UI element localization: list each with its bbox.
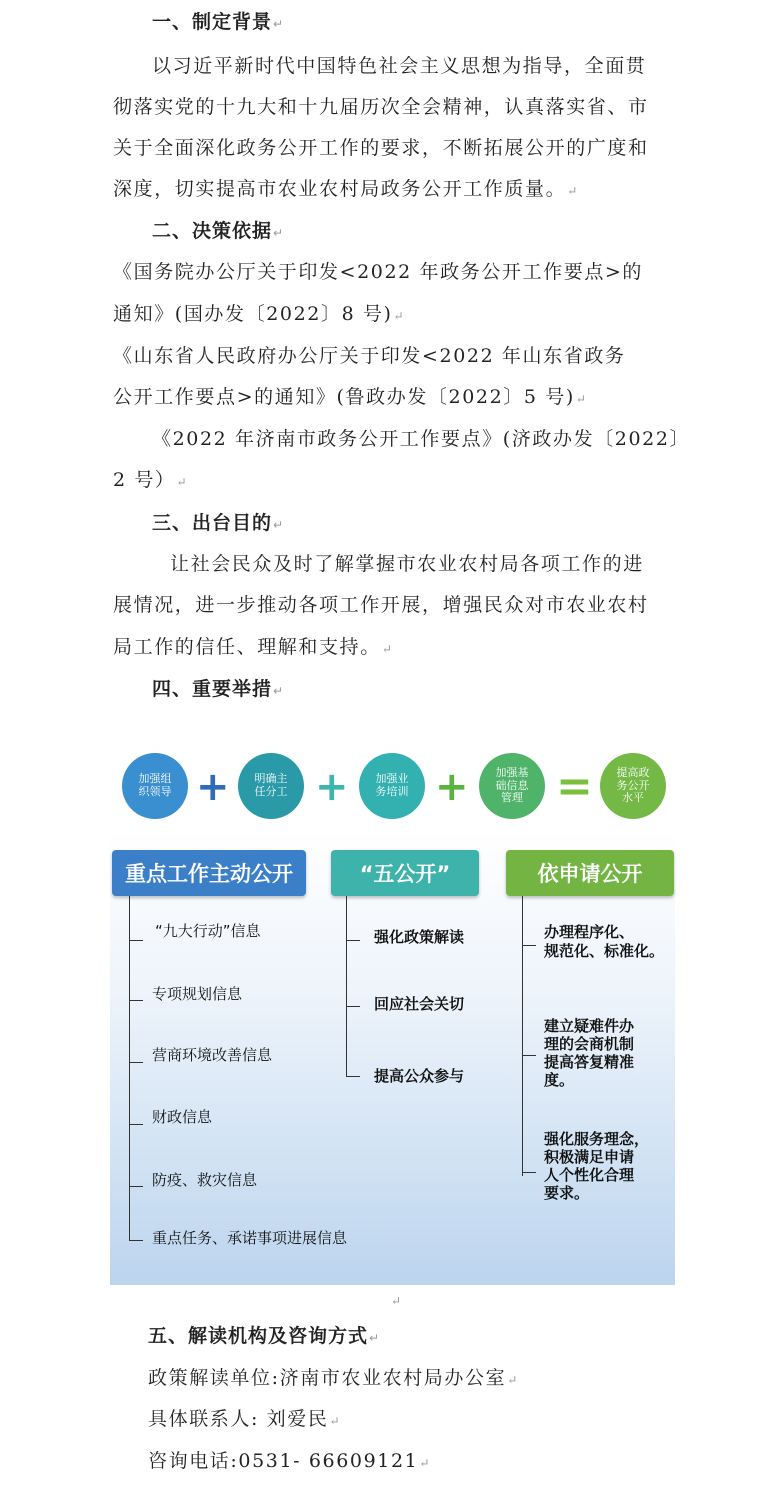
disclosure-diagram (110, 830, 675, 1285)
plus-icon: + (435, 764, 469, 810)
column-3-tree-line (522, 896, 523, 1176)
s2-line-3: 《山东省人民政府办公厅关于印发<2022 年山东省政务 (113, 345, 626, 367)
s3-line-3: 局工作的信任、理解和支持。↵ (113, 636, 392, 658)
contact-phone: 咨询电话:0531- 66609121↵ (148, 1450, 430, 1472)
column-2-item: 回应社会关切 (374, 995, 465, 1013)
s2-line-1: 《国务院办公厅关于印发<2022 年政务公开工作要点>的 (113, 261, 644, 283)
column-1-item: 专项规划信息 (152, 985, 243, 1003)
s2-line-4: 公开工作要点>的通知》(鲁政办发〔2022〕5 号)↵ (113, 386, 586, 408)
s1-line-4: 深度，切实提高市农业农村局政务公开工作质量。↵ (113, 178, 578, 200)
plus-icon: + (315, 764, 349, 810)
plus-icon: + (196, 764, 230, 810)
column-1-item: 防疫、救灾信息 (152, 1171, 258, 1189)
section-heading-4: 四、重要举措↵ (152, 678, 284, 700)
column-header-3: 依申请公开 (506, 850, 674, 896)
column-2-item: 强化政策解读 (374, 928, 465, 946)
column-3-item: 建立疑难件办 理的会商机制 提高答复精准 度。 (544, 1017, 635, 1089)
column-header-1: 重点工作主动公开 (112, 850, 306, 896)
section-heading-1: 一、制定背景↵ (152, 11, 284, 33)
contact-unit: 政策解读单位:济南市农业农村局办公室↵ (148, 1367, 518, 1389)
s3-line-2: 展情况，进一步推动各项工作开展，增强民众对市农业农村 (113, 594, 649, 616)
column-1-item: 重点任务、承诺事项进展信息 (152, 1229, 348, 1247)
column-3-item: 强化服务理念， 积极满足申请 人个性化合理 要求。 (544, 1130, 650, 1202)
s2-line-2: 通知》(国办发〔2022〕8 号)↵ (113, 303, 404, 325)
s2-line-6: 2 号）↵ (113, 469, 187, 491)
section-heading-5: 五、解读机构及咨询方式↵ (148, 1325, 380, 1347)
column-1-item: “九大行动”信息 (155, 922, 261, 940)
equals-icon: = (556, 761, 593, 812)
column-1-tree-line (129, 896, 130, 1240)
formula-circle-3: 加强业 务培训 (359, 753, 425, 819)
formula-circle-2: 明确主 任分工 (238, 753, 304, 819)
s1-line-3: 关于全面深化政务公开工作的要求，不断拓展公开的广度和 (113, 137, 649, 159)
formula-circle-5: 提高政 务公开 水平 (600, 753, 666, 819)
section-heading-3: 三、出台目的↵ (152, 512, 284, 534)
s3-line-1: 让社会民众及时了解掌握市农业农村局各项工作的进 (170, 553, 644, 575)
s1-line-1: 以习近平新时代中国特色社会主义思想为指导，全面贯 (152, 55, 647, 77)
contact-person: 具体联系人: 刘爱民↵ (148, 1408, 340, 1430)
column-1-item: 财政信息 (152, 1108, 213, 1126)
column-2-item: 提高公众参与 (374, 1067, 465, 1085)
formula-circle-1: 加强组 织领导 (122, 753, 188, 819)
column-header-2: “五公开” (331, 850, 479, 896)
column-1-item: 营商环境改善信息 (152, 1046, 273, 1064)
column-3-item: 办理程序化、 规范化、标准化。 (544, 923, 665, 960)
s2-line-5: 《2022 年济南市政务公开工作要点》(济政办发〔2022〕 (152, 428, 691, 450)
section-heading-2: 二、决策依据↵ (152, 220, 284, 242)
paragraph-mark: ↵ (391, 1294, 402, 1308)
formula-circle-4: 加强基 础信息 管理 (479, 753, 545, 819)
s1-line-2: 彻落实党的十九大和十九届历次全会精神，认真落实省、市 (113, 96, 649, 118)
measures-formula (110, 745, 675, 827)
column-2-tree-line (346, 896, 347, 1076)
